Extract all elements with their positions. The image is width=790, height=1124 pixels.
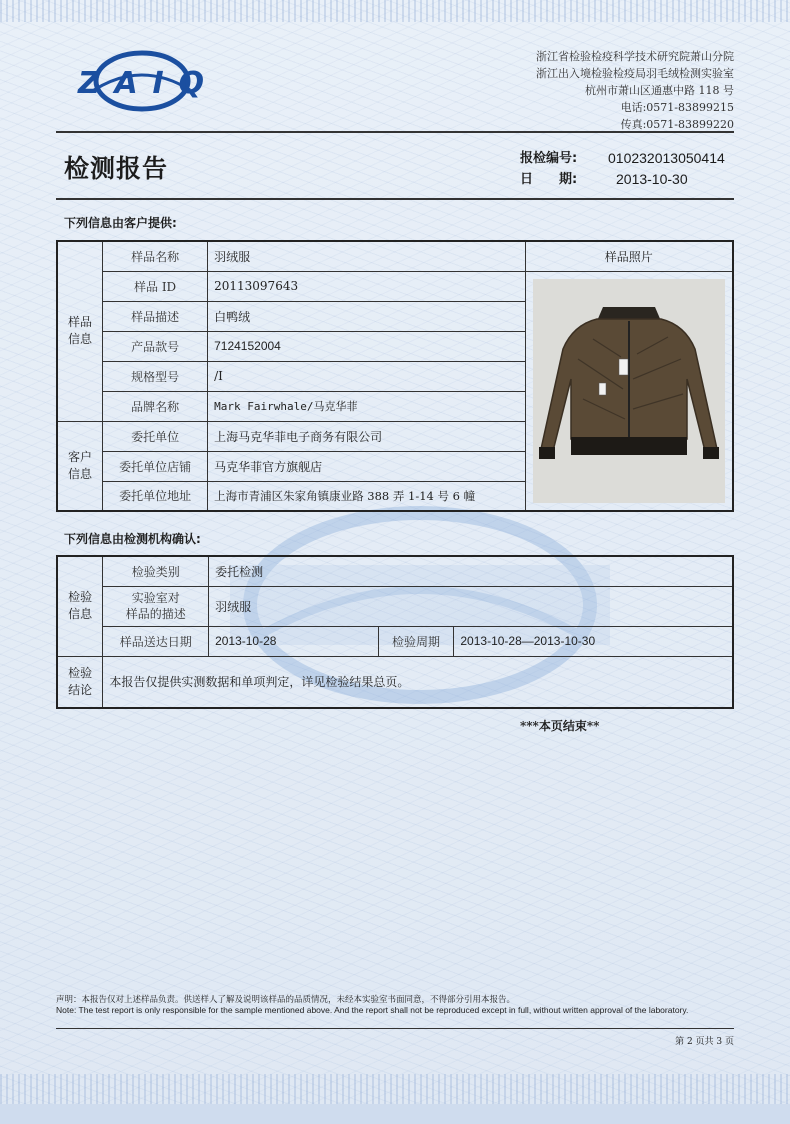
lab-info-table — [56, 555, 734, 709]
page-end-mark: ***本页结束** — [520, 719, 600, 733]
title-divider — [56, 198, 734, 200]
row-value: 上海马克华菲电子商务有限公司 — [208, 421, 525, 451]
inspection-period-value: 2013-10-28—2013-10-30 — [454, 626, 733, 656]
conclusion-value: 本报告仅提供实测数据和单项判定，详见检验结果总页。 — [103, 656, 733, 708]
report-number-label: 报检编号: — [520, 151, 578, 166]
report-number: 010232013050414 — [608, 150, 725, 166]
report-meta — [520, 148, 725, 190]
conclusion-group: 检验 结论 — [57, 656, 103, 708]
sample-photo-cell — [525, 271, 733, 511]
row-value: Mark Fairwhale/马克华菲 — [208, 391, 525, 421]
org-line: 浙江省检验检疫科学技术研究院萧山分院 — [536, 50, 734, 63]
zaiq-logo — [74, 50, 209, 112]
footer-divider — [56, 1028, 734, 1029]
row-value: 20113097643 — [208, 271, 525, 301]
arrival-date-value: 2013-10-28 — [209, 626, 379, 656]
org-line: 浙江出入境检验检疫局羽毛绒检测实验室 — [536, 67, 734, 80]
section-lab-heading: 下列信息由检测机构确认: — [64, 532, 201, 546]
photo-header: 样品照片 — [525, 241, 733, 271]
org-line: 传真:0571-83899220 — [620, 118, 734, 131]
page-number: 第 2 页共 3 页 — [675, 1037, 734, 1047]
lab-description-value: 羽绒服 — [209, 586, 733, 626]
row-label: 委托单位地址 — [103, 481, 208, 511]
section-client-heading: 下列信息由客户提供: — [64, 216, 177, 230]
header-divider — [56, 131, 734, 133]
row-label: 样品描述 — [103, 301, 208, 331]
row-label: 委托单位 — [103, 421, 208, 451]
row-value: 羽绒服 — [208, 241, 525, 271]
disclaimer-cn: 声明：本报告仅对上述样品负责。供送样人了解及说明该样品的品质情况，未经本实验室书面同意，不得部分引用本报告。 — [56, 994, 516, 1004]
org-line: 杭州市萧山区通惠中路 118 号 — [585, 84, 734, 97]
report-date-label: 日 期: — [520, 172, 578, 187]
disclaimer-en: Note: The test report is only responsible for the sample mentioned above. And the report shall not be reproduced except in full, without written approval of the laboratory. — [56, 1005, 689, 1015]
row-label: 品牌名称 — [103, 391, 208, 421]
row-label: 样品名称 — [103, 241, 208, 271]
row-label: 规格型号 — [103, 361, 208, 391]
row-label: 产品款号 — [103, 331, 208, 361]
org-line: 电话:0571-83899215 — [620, 101, 734, 114]
row-label: 样品 ID — [103, 271, 208, 301]
logo-text: ZAIQ — [78, 66, 204, 101]
lab-description-label: 实验室对 样品的描述 — [103, 586, 209, 626]
row-value: 白鸭绒 — [208, 301, 525, 331]
inspection-info-group: 检验 信息 — [57, 556, 103, 656]
disclaimer — [56, 994, 736, 1016]
row-value: 上海市青浦区朱家角镇康业路 388 弄 1-14 号 6 幢 — [208, 481, 525, 511]
row-value: 7124152004 — [208, 331, 525, 361]
row-label: 委托单位店铺 — [103, 451, 208, 481]
sample-info-group: 样品 信息 — [57, 241, 103, 421]
row-value: /I — [208, 361, 525, 391]
inspection-type-label: 检验类别 — [103, 556, 209, 586]
report-title: 检测报告 — [64, 154, 169, 183]
client-info-group: 客户 信息 — [57, 421, 103, 511]
row-value: 马克华菲官方旗舰店 — [208, 451, 525, 481]
security-pattern-band — [0, 0, 790, 22]
sample-jacket-photo — [533, 279, 725, 503]
footer-strip — [0, 1104, 790, 1124]
inspection-type-value: 委托检测 — [209, 556, 733, 586]
organization-info — [536, 48, 734, 133]
arrival-date-label: 样品送达日期 — [103, 626, 209, 656]
client-info-table — [56, 240, 734, 512]
security-pattern-band — [0, 1074, 790, 1104]
report-date: 2013-10-30 — [616, 171, 688, 187]
inspection-period-label: 检验周期 — [378, 626, 454, 656]
